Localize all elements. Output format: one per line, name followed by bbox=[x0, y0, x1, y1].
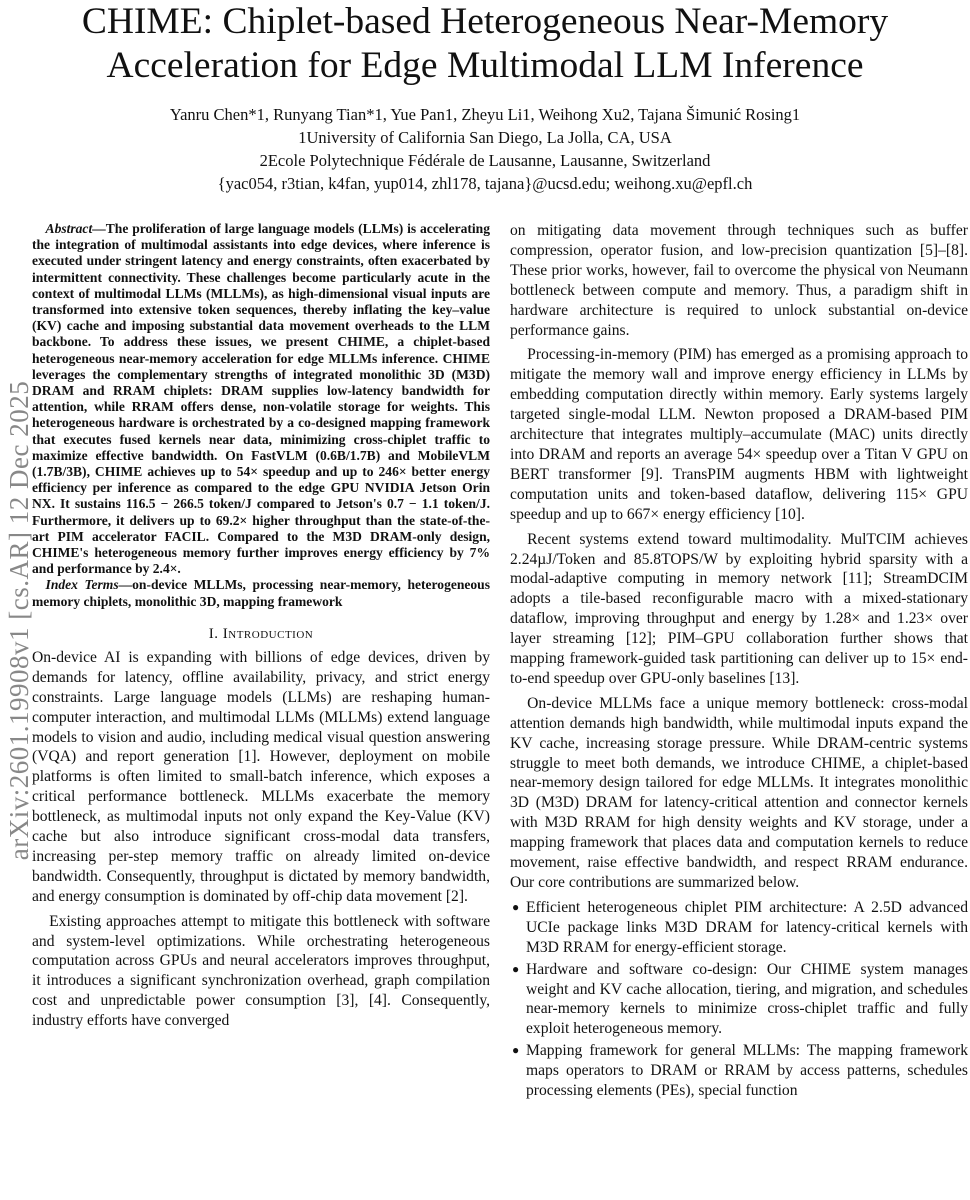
author-names: Yanru Chen*1, Runyang Tian*1, Yue Pan1, Zheyu Li1, Weihong Xu2, Tajana Šimunić Rosing1 bbox=[169, 105, 801, 124]
affiliation-ucsd: 1University of California San Diego, La Jolla, CA, USA bbox=[298, 128, 672, 147]
intro-paragraph: Existing approaches attempt to mitigate this bottleneck with software and system-level optimizations. While orchestrating heterogeneous computation across GPUs and neural accelerators improves throughput, it introduces a significant synchronization overhead, graph compilation cost and unpredictable power consumption [3], [4]. Consequently, industry efforts have converged bbox=[32, 912, 490, 1030]
affiliation-epfl: 2Ecole Polytechnique Fédérale de Lausanne, Lausanne, Switzerland bbox=[259, 151, 711, 170]
list-item-text: Hardware and software co-design: Our CHIME system manages weight and KV cache allocation, tiering, and migration, and schedules near-memory kernels to minimize cross-chiplet traffic and fully exploit heterogeneous memory. bbox=[526, 960, 968, 1038]
intro-paragraph: on mitigating data movement through techniques such as buffer compression, operator fusion, and low-precision quantization [5]–[8]. These prior works, however, fail to overcome the physical von Neumann bottleneck between compute and memory. Thus, a paradigm shift in hardware architecture is required to unlock substantial on-device performance gains. bbox=[510, 222, 968, 339]
section-heading-introduction: I. Introduction bbox=[208, 625, 314, 642]
index-terms-text: on-device MLLMs, processing near-memory, heterogeneous memory chiplets, monolithic 3D, mapping framework bbox=[32, 577, 490, 609]
list-item-text: Efficient heterogeneous chiplet PIM architecture: A 2.5D advanced UCIe package links M3D DRAM for latency-critical kernels with M3D RRAM for energy-efficient storage. bbox=[526, 898, 968, 956]
bullet-icon: ● bbox=[512, 899, 520, 914]
index-terms-label: Index Terms— bbox=[45, 577, 133, 593]
intro-paragraph: On-device MLLMs face a unique memory bottleneck: cross-modal attention demands high bandwidth, while multimodal inputs expand the KV cache, increasing storage pressure. While DRAM-centric systems struggle to meet both demands, we introduce CHIME, a chiplet-based near-memory design tailored for edge MLLMs. It integrates monolithic 3D (M3D) DRAM for latency-critical attention and connector kernels with M3D RRAM for high density weights and KV storage, under a mapping framework that places data and computation kernels to reduce movement, raise effective bandwidth, and respect RRAM endurance. Our core contributions are summarized below. bbox=[510, 694, 968, 891]
list-item-text: Mapping framework for general MLLMs: The mapping framework maps operators to DRAM or RRAM by access patterns, schedules processing elements (PEs), special function bbox=[526, 1042, 968, 1100]
title-line-2: Acceleration for Edge Multimodal LLM Inference bbox=[106, 45, 864, 86]
arxiv-stamp-text: arXiv:2601.19908v1 [cs.AR] 12 Dec 2025 bbox=[4, 380, 35, 860]
contributions-list bbox=[510, 898, 968, 1101]
list-item bbox=[512, 898, 968, 958]
bullet-icon: ● bbox=[512, 961, 520, 976]
author-block bbox=[0, 103, 970, 195]
author-emails: {yac054, r3tian, k4fan, yup014, zhl178, tajana}@ucsd.edu; weihong.xu@epfl.ch bbox=[217, 174, 753, 193]
right-column bbox=[510, 221, 968, 1103]
paper-title bbox=[0, 0, 970, 88]
intro-paragraph: On-device AI is expanding with billions of edge devices, driven by demands for latency, offline availability, privacy, and strict energy constraints. Large language models (LLMs) are reshaping human-computer interaction, and multimodal LLMs (MLLMs) extend language models to vision and audio, including medical visual question answering (VQA) and report generation [1]. However, deployment on mobile platforms is often limited to small-batch inference, which exposes a critical performance bottleneck. MLLMs exacerbate the memory bottleneck, as multimodal inputs not only expand the Key-Value (KV) cache but also introduce significant cross-modal data transfers, increasing per-step memory traffic on already limited on-device bandwidth. Consequently, throughput is dictated by memory bandwidth, and energy consumption is dominated by off-chip data movement [2]. bbox=[32, 648, 490, 905]
intro-paragraph: Recent systems extend toward multimodality. MulTCIM achieves 2.24µJ/Token and 85.8TOPS/W by exploiting hybrid sparsity with a modal-adaptive computing in memory network [11]; StreamDCIM adopts a tile-based reconfigurable macro with a mixed-stationary dataflow, improving throughput and energy by 1.28× and 1.23× over layer streaming [12]; PIM–GPU collaboration further shows that mapping framework-guided task partitioning can deliver up to 15× end-to-end speedup over GPU-only baselines [13]. bbox=[510, 530, 968, 687]
bullet-icon: ● bbox=[512, 1043, 520, 1058]
index-terms bbox=[32, 577, 490, 609]
abstract-text: The proliferation of large language models (LLMs) is accelerating the integration of multimodal assistants into edge devices, where inference is executed under stringent latency and energy constraints, often exacerbated by intermittent connectivity. These challenges become particularly acute in the context of multimodal LLMs (MLLMs), as high-dimensional visual inputs are transformed into extensive token sequences, thereby inflating the key–value (KV) cache and imposing substantial data movement overheads to the LLM backbone. To address these issues, we present CHIME, a chiplet-based heterogeneous near-memory acceleration for edge MLLMs inference. CHIME leverages the complementary strengths of integrated monolithic 3D (M3D) DRAM and RRAM chiplets: DRAM supplies low-latency bandwidth for attention, while RRAM offers dense, non-volatile storage for weights. This heterogeneous hardware is orchestrated by a co-designed mapping framework that executes fused kernels near data, minimizing cross-chiplet traffic to maximize effective bandwidth. On FastVLM (0.6B/1.7B) and MobileVLM (1.7B/3B), CHIME achieves up to 54× speedup and up to 246× better energy efficiency per inference as compared to the edge GPU NVIDIA Jetson Orin NX. It sustains 116.5 − 266.5 token/J compared to Jetson's 0.7 − 1.1 token/J. Furthermore, it delivers up to 69.2× higher throughput than the state-of-the-art PIM accelerator FACIL. Compared to the M3D DRAM-only design, CHIME's heterogeneous memory further improves energy efficiency by 7% and performance by 2.4×. bbox=[32, 221, 490, 577]
list-item bbox=[512, 1041, 968, 1101]
abstract-label: Abstract— bbox=[45, 221, 106, 236]
list-item bbox=[512, 960, 968, 1040]
left-column bbox=[32, 221, 490, 1036]
abstract bbox=[32, 221, 490, 577]
title-line-1: CHIME: Chiplet-based Heterogeneous Near-Memory bbox=[81, 1, 889, 42]
intro-paragraph: Processing-in-memory (PIM) has emerged as a promising approach to mitigate the memory wall and improve energy efficiency in LLMs by embedding computation directly within memory. Early systems largely targeted single-modal LLM. Newton proposed a DRAM-based PIM architecture that integrates multiply–accumulate (MAC) units directly into DRAM and reports an average 54× speedup over a Titan V GPU on BERT transformer [9]. TransPIM augments HBM with lightweight computation units and token-based dataflow, delivering 115× GPU speedup and up to 667× energy efficiency [10]. bbox=[510, 346, 968, 523]
